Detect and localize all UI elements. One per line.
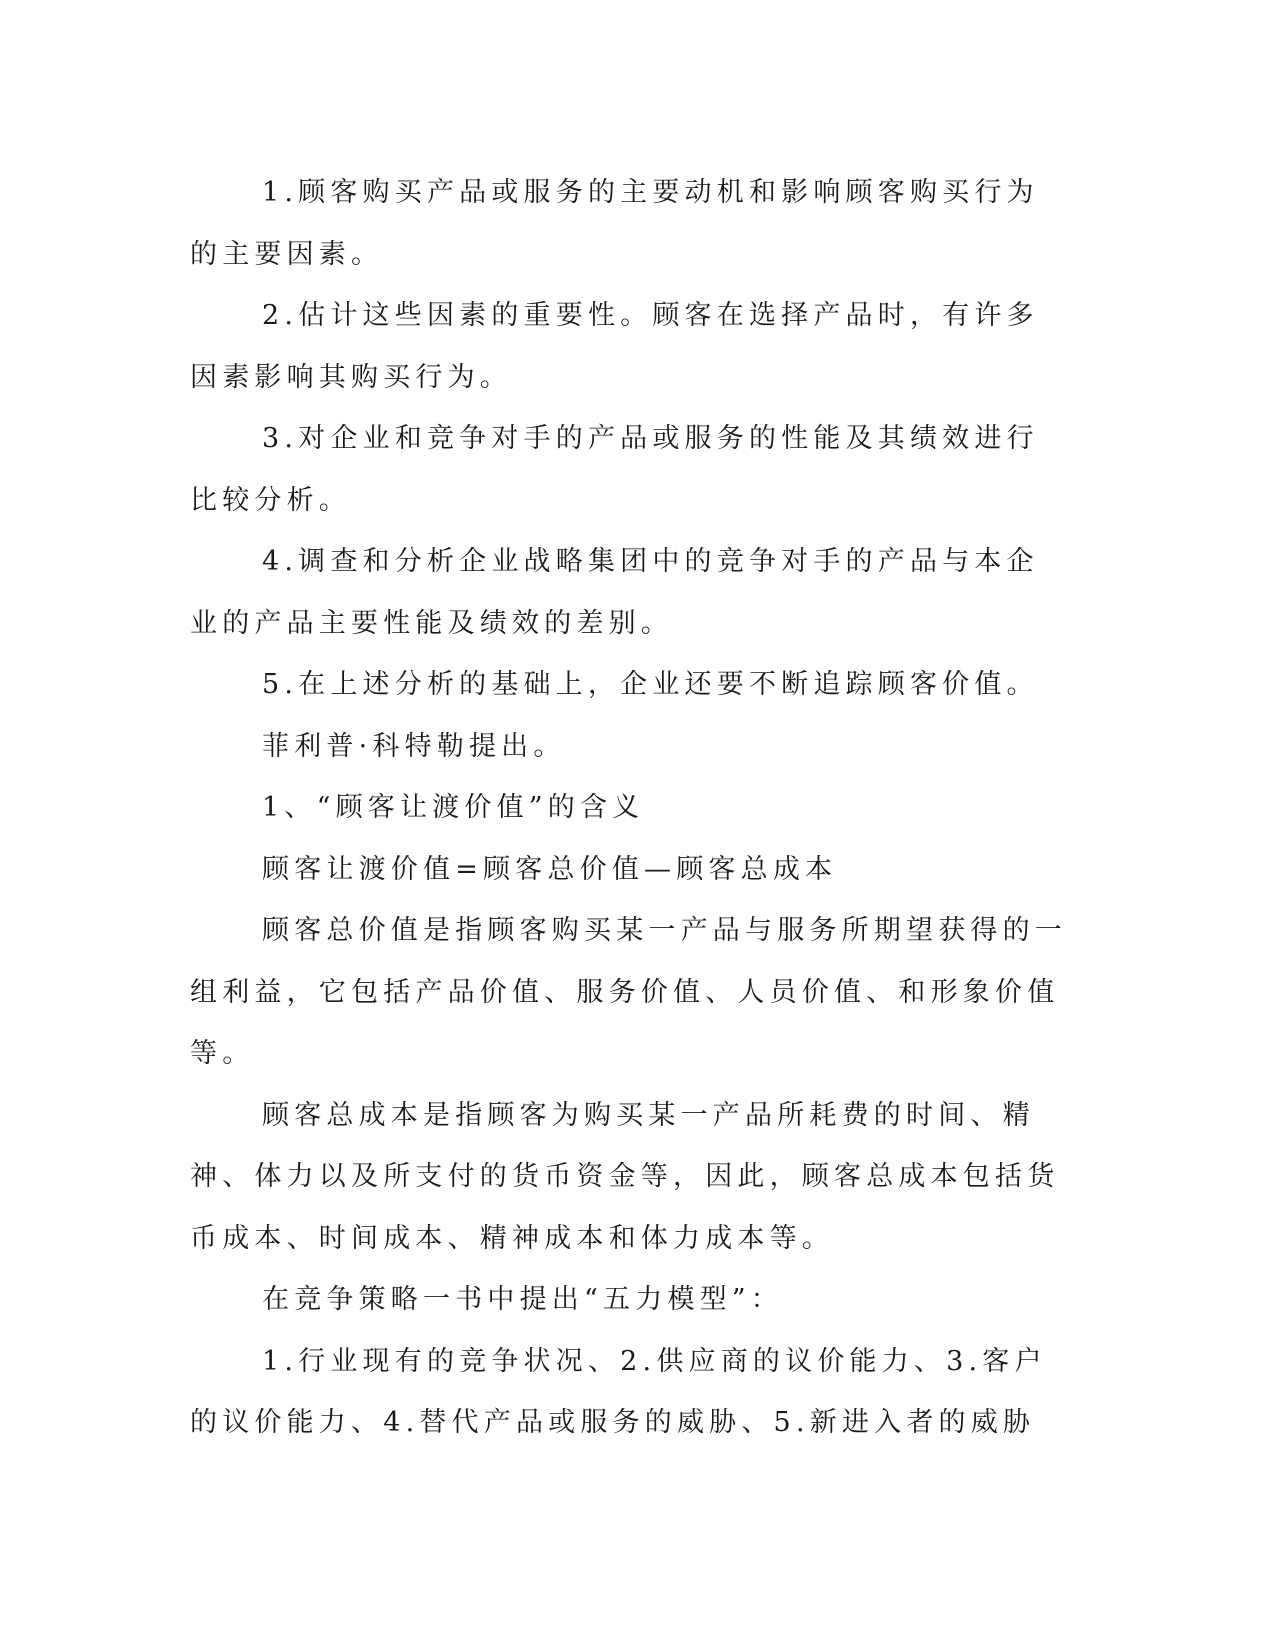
- paragraph-purchase-motives: 1.顾客购买产品或服务的主要动机和影响顾客购买行为的主要因素。: [190, 177, 1039, 270]
- paragraph-performance-comparison: 3.对企业和竞争对手的产品或服务的性能及其绩效进行比较分析。: [190, 423, 1039, 516]
- paragraph-track-customer-value: 5.在上述分析的基础上，企业还要不断追踪顾客价值。: [262, 669, 1039, 700]
- paragraph-five-forces-intro: 在竞争策略一书中提出“五力模型”：: [262, 1284, 784, 1315]
- paragraph-strategic-group-analysis: 4.调查和分析企业战略集团中的竞争对手的产品与本企业的产品主要性能及绩效的差别。: [190, 546, 1039, 639]
- paragraph-delivered-value-heading: 1、“顾客让渡价值”的含义: [262, 792, 645, 823]
- document-body: [190, 162, 1070, 1454]
- paragraph-five-forces-list: 1.行业现有的竞争状况、2.供应商的议价能力、3.客户的议价能力、4.替代产品或服务的威胁、5.新进入者的威胁: [190, 1345, 1047, 1438]
- paragraph-kotler: 菲利普·科特勒提出。: [262, 730, 566, 762]
- paragraph-factor-importance: 2.估计这些因素的重要性。顾客在选择产品时，有许多因素影响其购买行为。: [190, 300, 1039, 393]
- paragraph-total-customer-value: 顾客总价值是指顾客购买某一产品与服务所期望获得的一组利益，它包括产品价值、服务价值、人员价值、和形象价值等。: [190, 915, 1067, 1069]
- paragraph-delivered-value-formula: 顾客让渡价值=顾客总价值—顾客总成本: [262, 853, 838, 885]
- paragraph-total-customer-cost: 顾客总成本是指顾客为购买某一产品所耗费的时间、精神、体力以及所支付的货币资金等，因此，顾客总成本包括货币成本、时间成本、精神成本和体力成本等。: [190, 1099, 1060, 1254]
